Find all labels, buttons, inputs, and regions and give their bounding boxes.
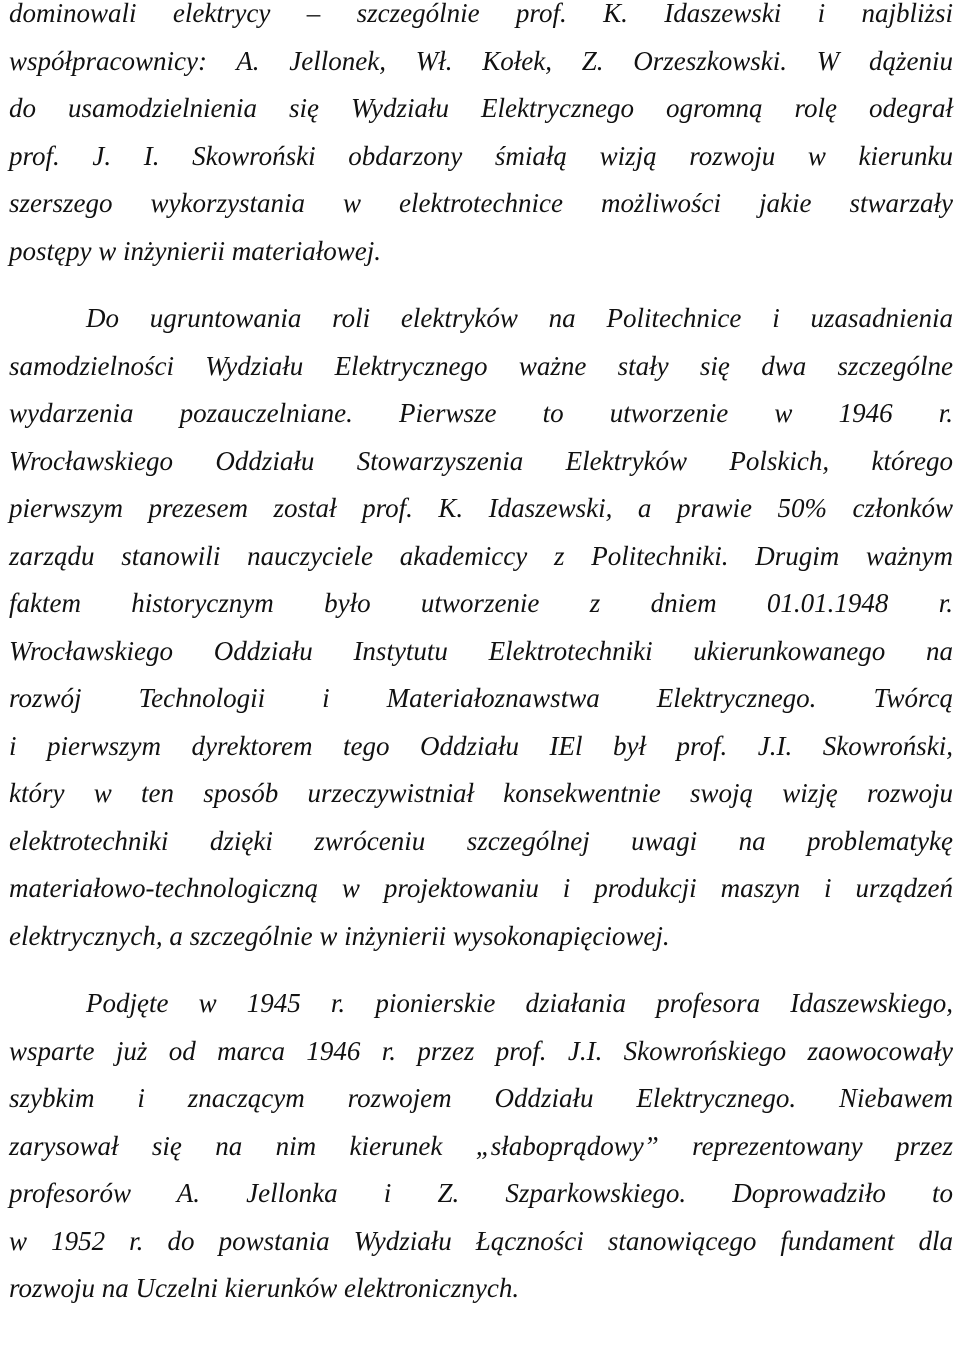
text-line: który w ten sposób urzeczywistniał konsekwentnie swoją wizję rozwoju (9, 778, 953, 808)
paragraph (9, 0, 953, 275)
text-line: profesorów A. Jellonka i Z. Szparkowskiego. Doprowadziło to (9, 1178, 953, 1208)
text-line: Wrocławskiego Oddziału Stowarzyszenia Elektryków Polskich, którego (9, 445, 953, 476)
text-line: do usamodzielnienia się Wydziału Elektrycznego ogromną rolę odegrał (9, 93, 953, 123)
text-line: wydarzenia pozauczelniane. Pierwsze to utworzenie w 1946 r. (9, 398, 953, 428)
text-line: prof. J. I. Skowroński obdarzony śmiałą wizją rozwoju w kierunku (9, 140, 953, 171)
text-line: w 1952 r. do powstania Wydziału Łączności stanowiącego fundament dla (9, 1225, 953, 1256)
text-line: szybkim i znaczącym rozwojem Oddziału Elektrycznego. Niebawem (9, 1083, 953, 1113)
text-line: Podjęte w 1945 r. pionierskie działania profesora Idaszewskiego, (86, 988, 953, 1018)
text-line: zarysował się na nim kierunek „słaboprądowy” reprezentowany przez (9, 1130, 953, 1161)
text-line: faktem historycznym było utworzenie z dniem 01.01.1948 r. (9, 588, 953, 618)
text-line: szerszego wykorzystania w elektrotechnice możliwości jakie stwarzały (9, 188, 953, 218)
text-line: pierwszym prezesem został prof. K. Idaszewski, a prawie 50% członków (9, 493, 953, 523)
text-line: Do ugruntowania roli elektryków na Politechnice i uzasadnienia (86, 303, 953, 333)
text-line: rozwój Technologii i Materiałoznawstwa Elektrycznego. Twórcą (9, 683, 953, 713)
text-line: współpracownicy: A. Jellonek, Wł. Kołek, Z. Orzeszkowski. W dążeniu (9, 45, 953, 76)
paragraph (9, 980, 953, 1313)
text-line: materiałowo-technologiczną w projektowaniu i produkcji maszyn i urządzeń (9, 873, 953, 903)
paragraph (9, 295, 953, 960)
text-line: samodzielności Wydziału Elektrycznego ważne stały się dwa szczególne (9, 350, 953, 381)
text-line: elektrotechniki dzięki zwróceniu szczególnej uwagi na problematykę (9, 825, 953, 856)
text-line: elektrycznych, a szczególnie w inżynierii wysokonapięciowej. (9, 920, 670, 951)
text-line: dominowali elektrycy – szczególnie prof. K. Idaszewski i najbliżsi (9, 0, 953, 28)
text-line: rozwoju na Uczelni kierunków elektronicznych. (9, 1273, 520, 1303)
text-line: Wrocławskiego Oddziału Instytutu Elektrotechniki ukierunkowanego na (9, 635, 953, 666)
text-line: postępy w inżynierii materiałowej. (9, 235, 381, 266)
text-line: wsparte już od marca 1946 r. przez prof. J.I. Skowrońskiego zaowocowały (9, 1035, 953, 1066)
paragraph-gap (9, 960, 953, 980)
paragraph-gap (9, 275, 953, 295)
text-line: zarządu stanowili nauczyciele akademiccy z Politechniki. Drugim ważnym (9, 540, 953, 571)
document-page (9, 0, 953, 1313)
text-line: i pierwszym dyrektorem tego Oddziału IEl był prof. J.I. Skowroński, (9, 730, 953, 761)
